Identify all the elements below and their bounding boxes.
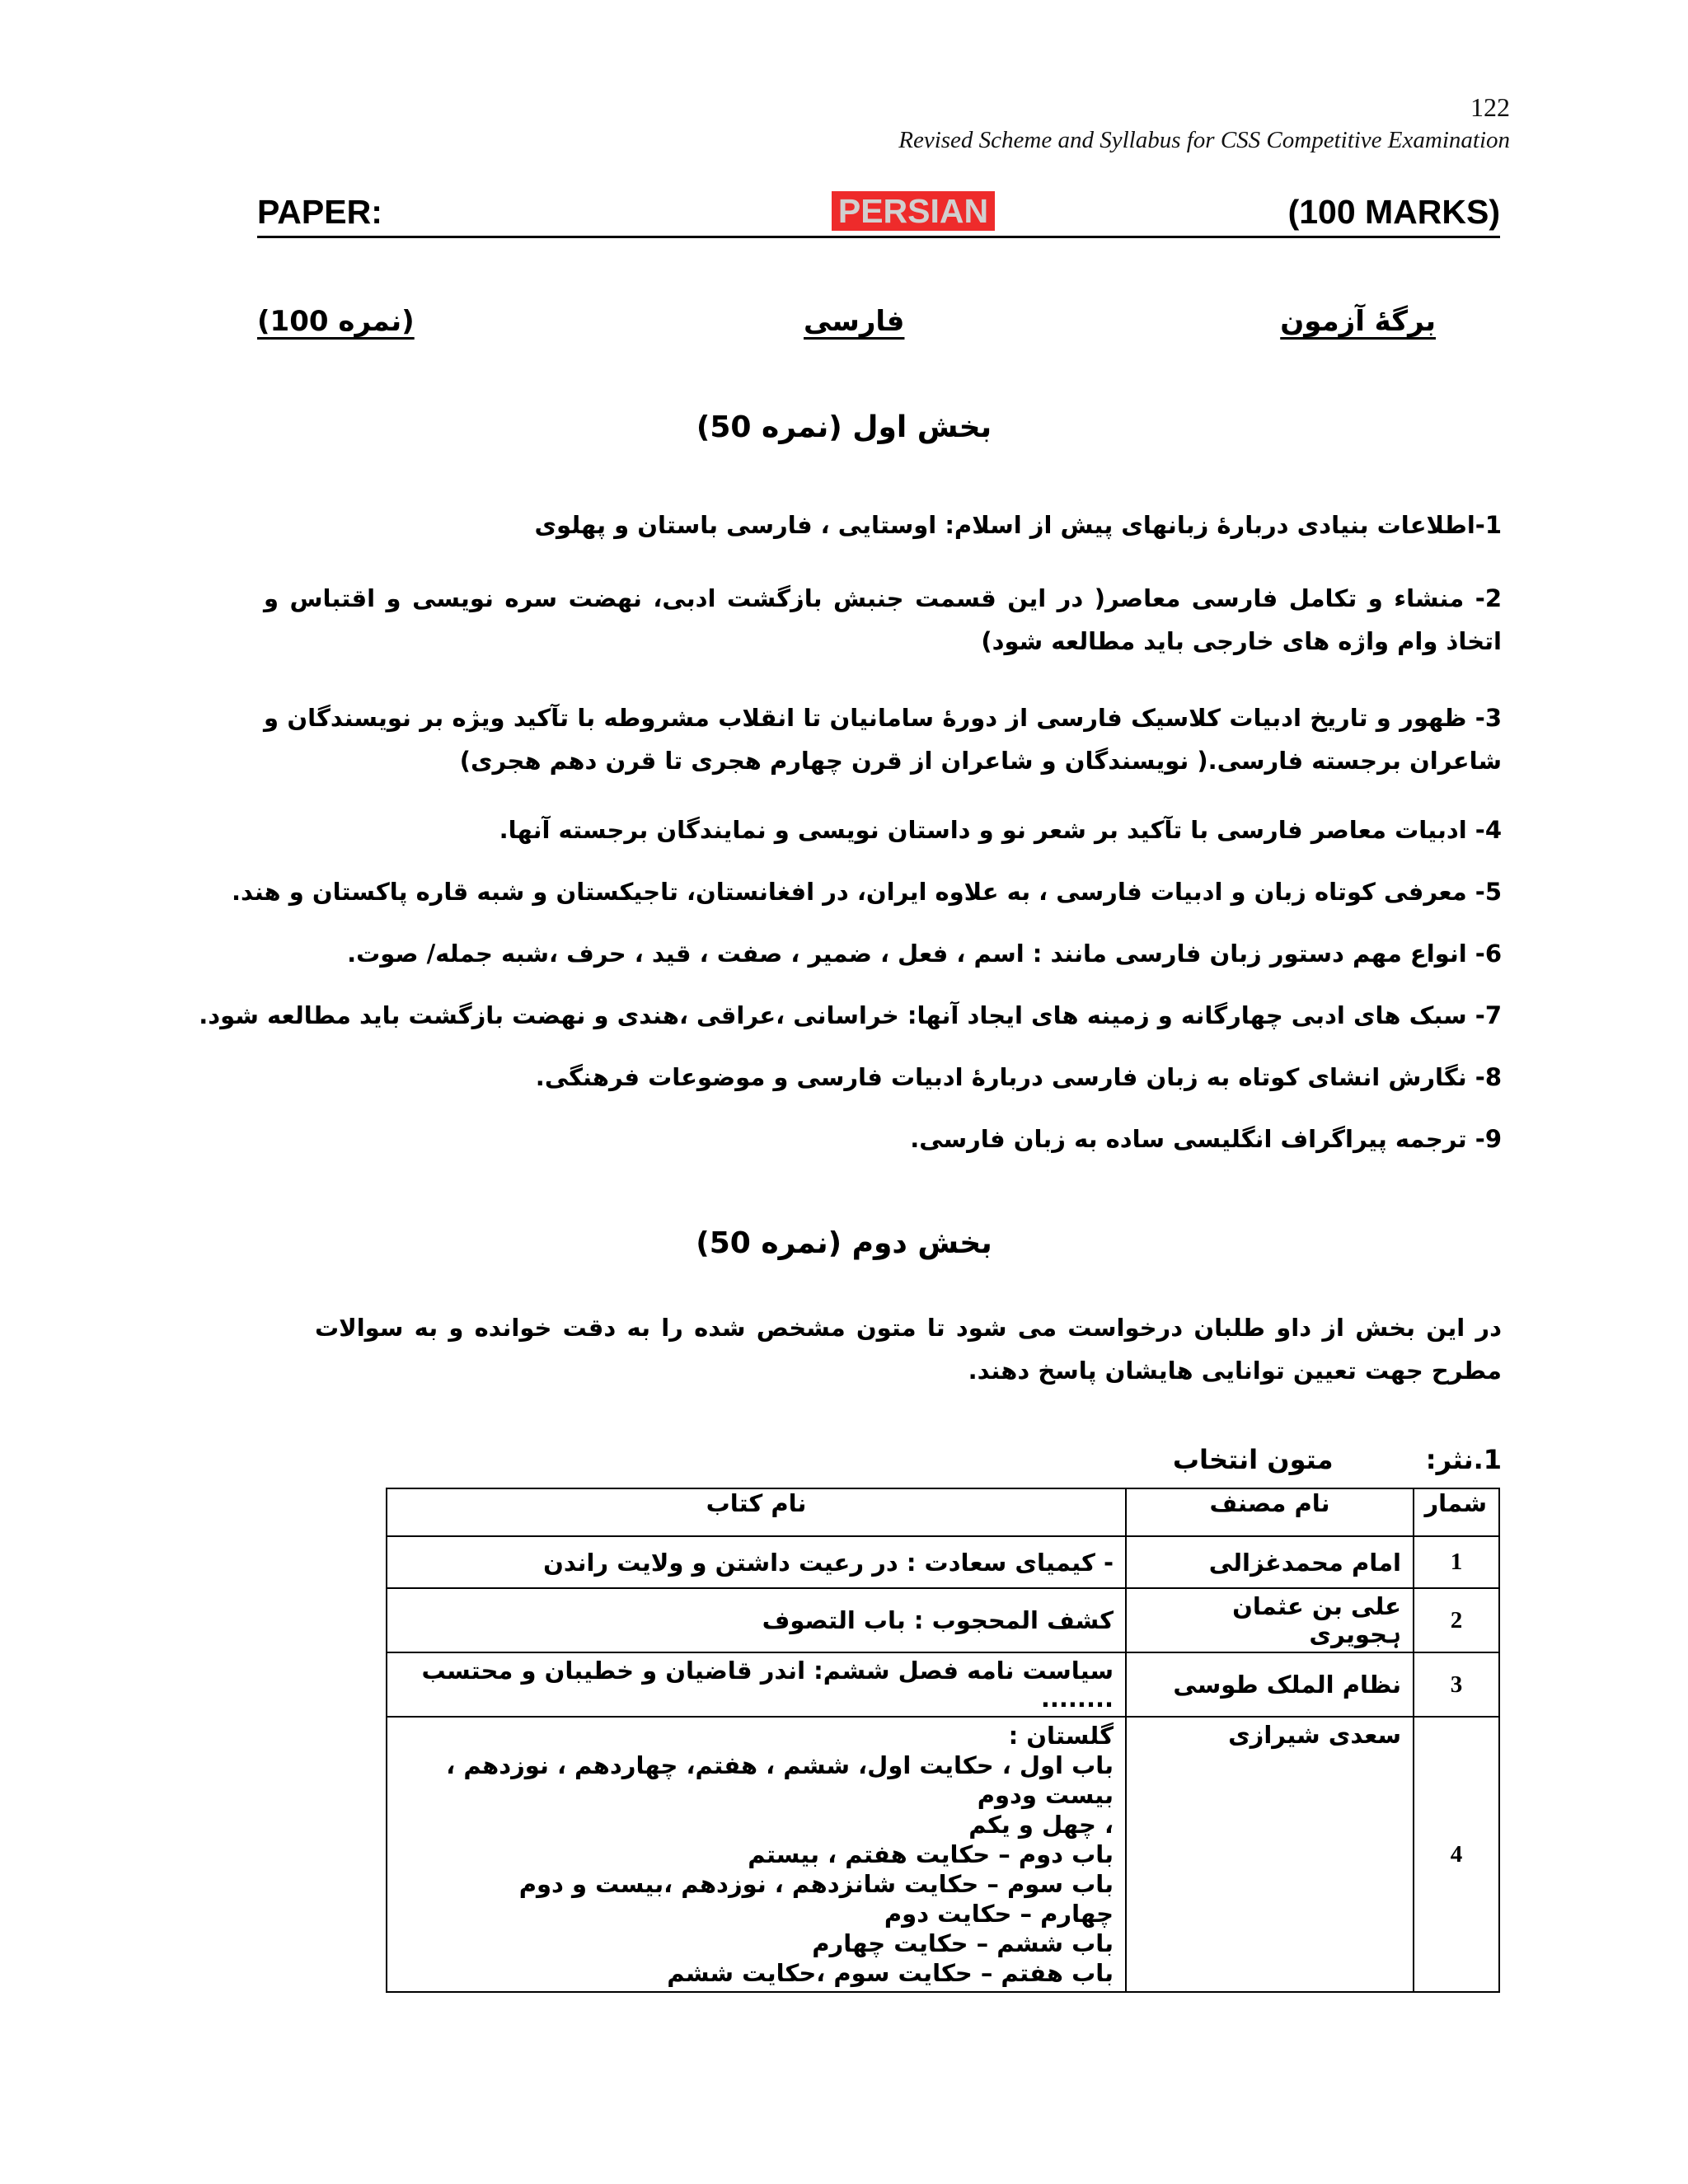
syllabus-item: 4- ادبیات معاصر فارسی با تآکید بر شعر نو و داستان نویسی و نمایندگان برجسته آنها. [499, 816, 1502, 844]
row-book [387, 1717, 1126, 1992]
table-row [387, 1536, 1499, 1588]
page-header [898, 91, 1510, 157]
column-header-author: نام مصنف [1126, 1488, 1414, 1536]
book-line: باب هفتم – حکایت سوم ،حکایت ششم [667, 1959, 1114, 1987]
table-row [387, 1717, 1499, 1992]
row-book: - کیمیای سعادت : در رعیت داشتن و ولایت راندن [387, 1536, 1126, 1588]
syllabus-item: 1-اطلاعات بنیادی دربارهٔ زبانهای پیش از اسلام: اوستایی ، فارسی باستان و پهلوی [534, 511, 1502, 539]
row-author: علی بن عثمان ہجویری [1126, 1588, 1414, 1652]
table-header-row [387, 1488, 1499, 1536]
exam-subject-fa: فارسی [804, 305, 905, 338]
row-book: کشف المحجوب : باب التصوف [387, 1588, 1126, 1652]
syllabus-item: 5- معرفی کوتاه زبان و ادبیات فارسی ، به علاوه ایران، در افغانستان، تاجیکستان و شبه قاره پاکستان و هند. [231, 878, 1502, 906]
selected-texts-table [386, 1488, 1500, 1993]
syllabus-item: 3- ظهور و تاریخ ادبیات کلاسیک فارسی از دورهٔ سامانیان تا انقلاب مشروطه با تآکید ویژه بر نویسندگان و شاعران برجسته فارسی.( نویسندگان و شاعران از قرن چهارم هجری تا قرن دهم هجری) [264, 704, 1502, 775]
book-line: باب ششم – حکایت چهارم [812, 1929, 1114, 1957]
book-line: چهارم – حکایت دوم [884, 1900, 1114, 1928]
paper-label: PAPER: [257, 193, 382, 231]
document-title: Revised Scheme and Syllabus for CSS Competitive Examination [898, 127, 1510, 153]
table-row [387, 1652, 1499, 1717]
syllabus-item: 6- انواع مهم دستور زبان فارسی مانند : اسم ، فعل ، ضمیر ، صفت ، قید ، حرف ،شبه جمله/ صوت. [347, 940, 1502, 968]
section-2-intro: در این بخش از داو طلبان درخواست می شود تا متون مشخص شده را به دقت خوانده و به سوالات مطرح جهت تعیین توانایی هایشان پاسخ دهند. [315, 1314, 1502, 1385]
selection-label: متون انتخاب [1172, 1444, 1334, 1475]
book-line: باب سوم – حکایت شانزدهم ، نوزدهم ،بیست و دوم [518, 1870, 1114, 1898]
syllabus-item: 7- سبک های ادبی چهارگانه و زمینه های ایجاد آنها: خراسانی ،عراقی ،هندی و نهضت بازگشت باید مطالعه شود. [199, 1001, 1502, 1029]
table-row [387, 1588, 1499, 1652]
section-1-heading: بخش اول (نمره 50) [696, 410, 992, 444]
book-line: باب دوم – حکایت هفتم ، بیستم [748, 1840, 1114, 1868]
syllabus-item: 9- ترجمه پیراگراف انگلیسی ساده به زبان فارسی. [910, 1125, 1502, 1153]
selection-heading [1173, 1444, 1502, 1475]
book-line: باب اول ، حکایت اول، ششم ، هفتم، چهاردهم ، نوزدهم ، بیست ودوم [446, 1751, 1114, 1809]
selection-number: 1.نثر: [1425, 1444, 1502, 1475]
row-number: 3 [1414, 1652, 1499, 1717]
section-2-heading: بخش دوم (نمره 50) [696, 1226, 992, 1260]
syllabus-item: 8- نگارش انشای کوتاه به زبان فارسی دربارهٔ ادبیات فارسی و موضوعات فرهنگی. [535, 1063, 1502, 1091]
paper-marks: (100 MARKS) [1287, 193, 1500, 231]
page-number: 122 [1470, 92, 1510, 122]
row-number: 1 [1414, 1536, 1499, 1588]
row-book: سیاست نامه فصل ششم: اندر قاضیان و خطیبان و محتسب ........ [387, 1652, 1126, 1717]
paper-subject: PERSIAN [832, 191, 995, 231]
syllabus-item: 2- منشاء و تکامل فارسی معاصر( در این قسمت جنبش بازگشت ادبی، نهضت سره نویسی و اقتباس و اتخاذ وام واژه های خارجی باید مطالعه شود) [264, 584, 1502, 655]
row-number: 4 [1414, 1717, 1499, 1992]
book-line: گلستان : [1008, 1722, 1114, 1750]
row-number: 2 [1414, 1588, 1499, 1652]
book-line: ، چهل و یکم [968, 1811, 1114, 1839]
exam-marks-fa: (نمره 100) [257, 305, 415, 338]
row-author: نظام الملک طوسی [1126, 1652, 1414, 1717]
paper-title-row [257, 190, 1500, 238]
row-author: امام محمدغزالی [1126, 1536, 1414, 1588]
row-author: سعدی شیرازی [1126, 1717, 1414, 1992]
column-header-book: نام کتاب [387, 1488, 1126, 1536]
exam-label-fa: برگهٔ آزمون [1280, 305, 1436, 338]
column-header-number: شمار [1414, 1488, 1499, 1536]
